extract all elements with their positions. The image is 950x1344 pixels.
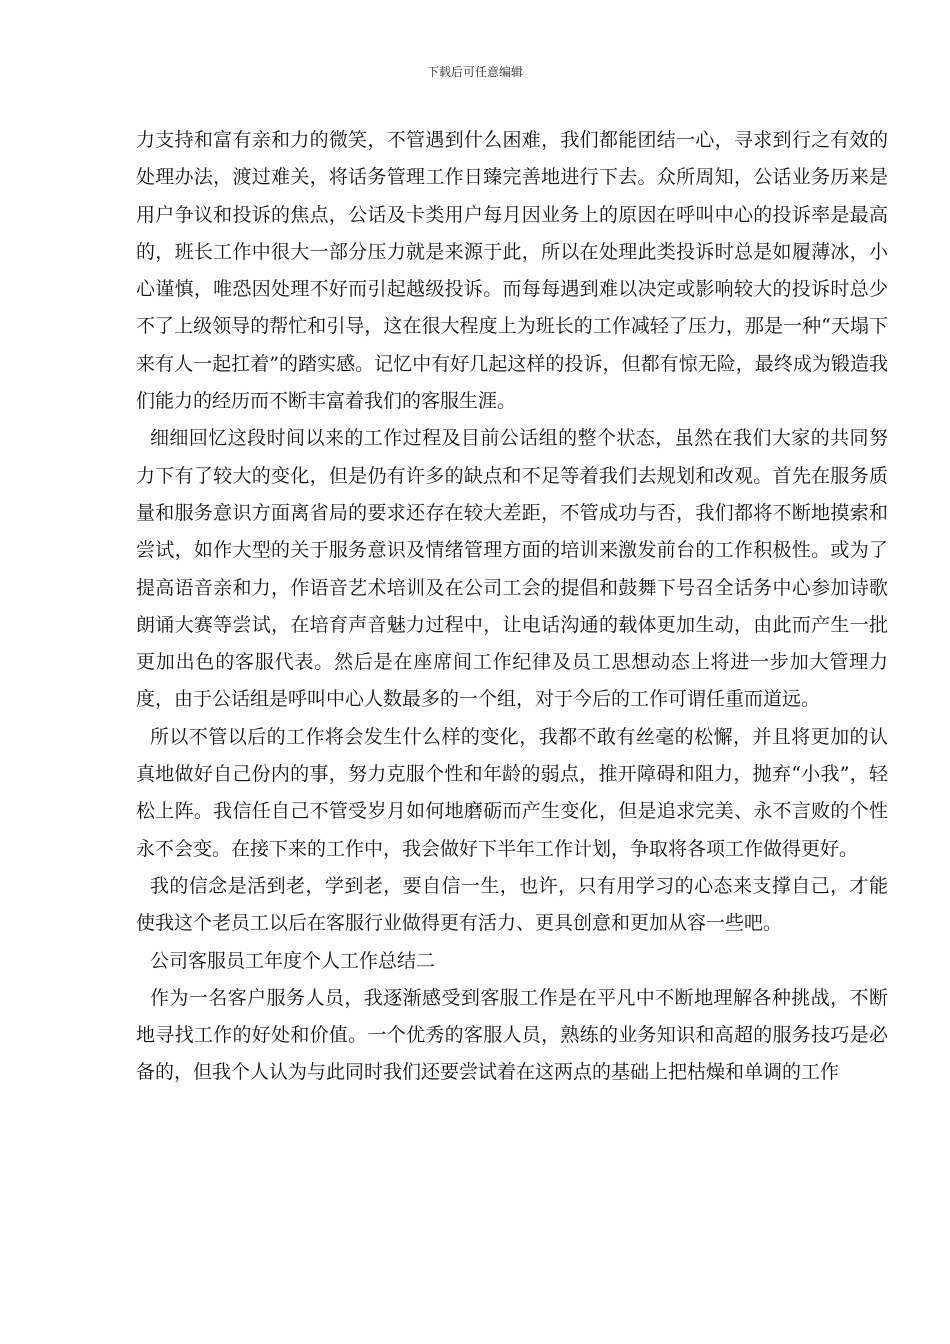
- paragraph: 所以不管以后的工作将会发生什么样的变化，我都不敢有丝毫的松懈，并且将更加的认真地做好自己份内的事，努力克服个性和年龄的弱点，推开障碍和阻力，抛弃“小我”，轻松上阵。我信任自己不管受岁月如何地磨砺而产生变化，但是追求完美、永不言败的个性永不会变。在接下来的工作中，我会做好下半年工作计划，争取将各项工作做得更好。: [136, 725, 888, 860]
- page-header: 下载后可任意编辑: [426, 65, 523, 79]
- document-body: [136, 122, 888, 1092]
- paragraph: 力支持和富有亲和力的微笑，不管遇到什么困难，我们都能团结一心，寻求到行之有效的处理办法，渡过难关，将话务管理工作日臻完善地进行下去。众所周知，公话业务历来是用户争议和投诉的焦点，公话及卡类用户每月因业务上的原因在呼叫中心的投诉率是最高的，班长工作中很大一部分压力就是来源于此，所以在处理此类投诉时总是如履薄冰，小心谨慎，唯恐因处理不好而引起越级投诉。而每每遇到难以决定或影响较大的投诉时总少不了上级领导的帮忙和引导，这在很大程度上为班长的工作减轻了压力，那是一种“天塌下来有人一起扛着”的踏实感。记忆中有好几起这样的投诉，但都有惊无险，最终成为锻造我们能力的经历而不断丰富着我们的客服生涯。: [136, 129, 888, 413]
- section-heading: 公司客服员工年度个人工作总结二: [150, 949, 436, 972]
- paragraph: 细细回忆这段时间以来的工作过程及目前公话组的整个状态，虽然在我们大家的共同努力下有了较大的变化，但是仍有许多的缺点和不足等着我们去规划和改观。首先在服务质量和服务意识方面离省局的要求还存在较大差距，不管成功与否，我们都将不断地摸索和尝试，如作大型的关于服务意识及情绪管理方面的培训来激发前台的工作积极性。或为了提高语音亲和力，作语音艺术培训及在公司工会的提倡和鼓舞下号召全话务中心参加诗歌朗诵大赛等尝试，在培育声音魅力过程中，让电话沟通的载体更加生动，由此而产生一批更加出色的客服代表。然后是在座席间工作纪律及员工思想动态上将进一步加大管理力度，由于公话组是呼叫中心人数最多的一个组，对于今后的工作可谓任重而道远。: [136, 427, 888, 711]
- paragraph: 作为一名客户服务人员，我逐渐感受到客服工作是在平凡中不断地理解各种挑战，不断地寻找工作的好处和价值。一个优秀的客服人员，熟练的业务知识和高超的服务技巧是必备的，但我个人认为与此同时我们还要尝试着在这两点的基础上把枯燥和单调的工作: [136, 986, 888, 1084]
- paragraph: 我的信念是活到老，学到老，要自信一生，也许，只有用学习的心态来支撑自己，才能使我这个老员工以后在客服行业做得更有活力、更具创意和更加从容一些吧。: [136, 874, 888, 935]
